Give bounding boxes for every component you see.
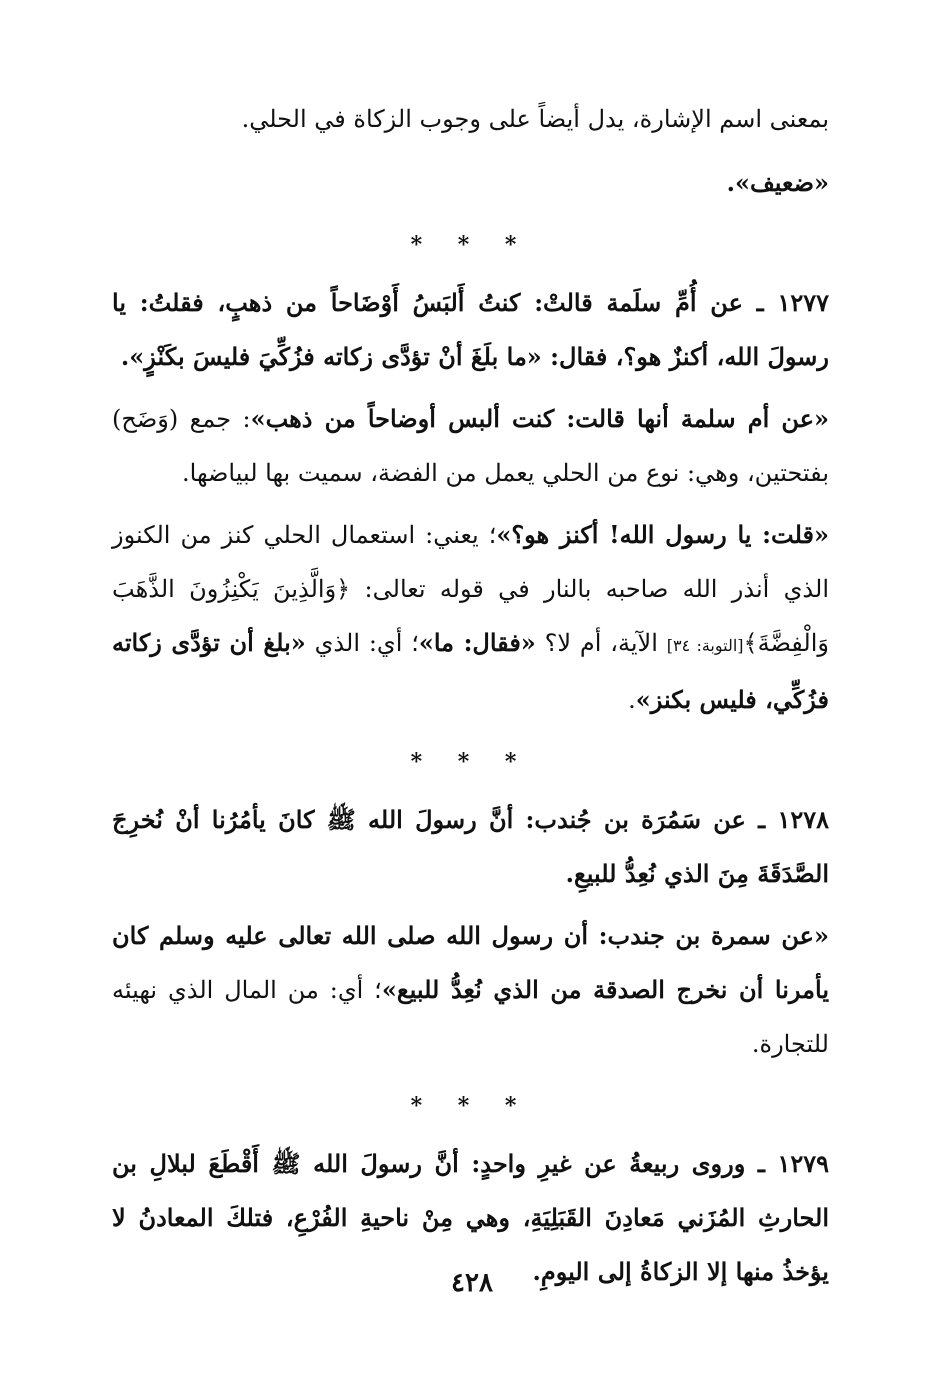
commentary-1277-2-quote-2: «فقال: ما»: [418, 628, 536, 657]
hadith-1278: ١٢٧٨ ـ عن سَمُرَة بن جُندب: أنَّ رسولَ الله ﷺ كانَ يأمُرُنا أنْ نُخرِجَ الصَّدَقَةَ مِنَ الذي نُعِدُّ للبيعِ.: [112, 805, 829, 888]
page-number: ٤٢٨: [451, 1268, 493, 1298]
intro-grade: «ضعيف».: [726, 168, 829, 197]
commentary-1277-2-end: .: [628, 686, 636, 714]
commentary-1277-2-text-1: ؛ يعني: استعمال الحلي كنز من الكنوز الذي أنذر الله صاحبه بالنار في قوله تعالى: ﴿وَالَّذِينَ يَكْنِزُونَ الذَّهَبَ وَالْفِضَّةَ﴾: [112, 521, 829, 657]
commentary-1277-2-quote-3: «بلغ أن تؤدَّى زكاته فزُكِّي، فليس بكنز»: [112, 628, 829, 714]
quran-reference: [التوبة: ٣٤]: [666, 636, 744, 655]
commentary-1277-1-text: : جمع (وَضَح) بفتحتين، وهي: نوع من الحلي يعمل من الفضة، سميت بها لبياضها.: [112, 405, 829, 487]
intro-line: بمعنى اسم الإشارة، يدل أيضاً على وجوب الزكاة في الحلي.: [241, 105, 829, 133]
separator-1: * * *: [410, 232, 531, 258]
commentary-1278: [112, 909, 829, 1071]
separator-2: * * *: [410, 749, 531, 775]
commentary-1277-1-quote: «عن أم سلمة أنها قالت: كنت ألبس أوضاحاً من ذهب»: [250, 404, 830, 433]
commentary-1277-1: [112, 392, 829, 500]
commentary-1277-2-text-2: الآية، أم لا؟: [535, 629, 667, 657]
separator-3: * * *: [410, 1093, 531, 1119]
commentary-1277-2-quote-1: «قلت: يا رسول الله! أكنز هو؟»: [496, 520, 829, 549]
hadith-1277: ١٢٧٧ ـ عن أُمِّ سلَمة قالتْ: كنتُ أَلبَسُ أَوْضَاحاً من ذهبٍ، فقلتُ: يا رسولَ الله، أكنزٌ هو؟، فقال: «ما بلَغَ أنْ تؤدَّى زكاته فزُكِّيَ فليسَ بكَنْزٍ».: [112, 288, 829, 371]
commentary-1278-text: ؛ أي: من المال الذي نهيئه للتجارة.: [112, 976, 829, 1058]
hadith-1279: ١٢٧٩ ـ وروى ربيعةُ عن غيرِ واحدٍ: أنَّ رسولَ الله ﷺ أَقْطَعَ لبلالِ بن الحارثِ المُزَني مَعادِنَ القَبَلِيَةِ، وهي مِنْ ناحيةِ الفُرْعِ، فتلكَ المعادنُ لا يؤخذُ منها إلا الزكاةُ إلى اليومِ.: [112, 1149, 829, 1286]
commentary-1277-2: [112, 508, 829, 727]
commentary-1277-2-text-3: ؛ أي: الذي: [305, 629, 419, 657]
commentary-1278-quote: «عن سمرة بن جندب: أن رسول الله صلى الله تعالى عليه وسلم كان يأمرنا أن نخرج الصدقة من الذي نُعِدُّ للبيع»: [112, 921, 830, 1004]
